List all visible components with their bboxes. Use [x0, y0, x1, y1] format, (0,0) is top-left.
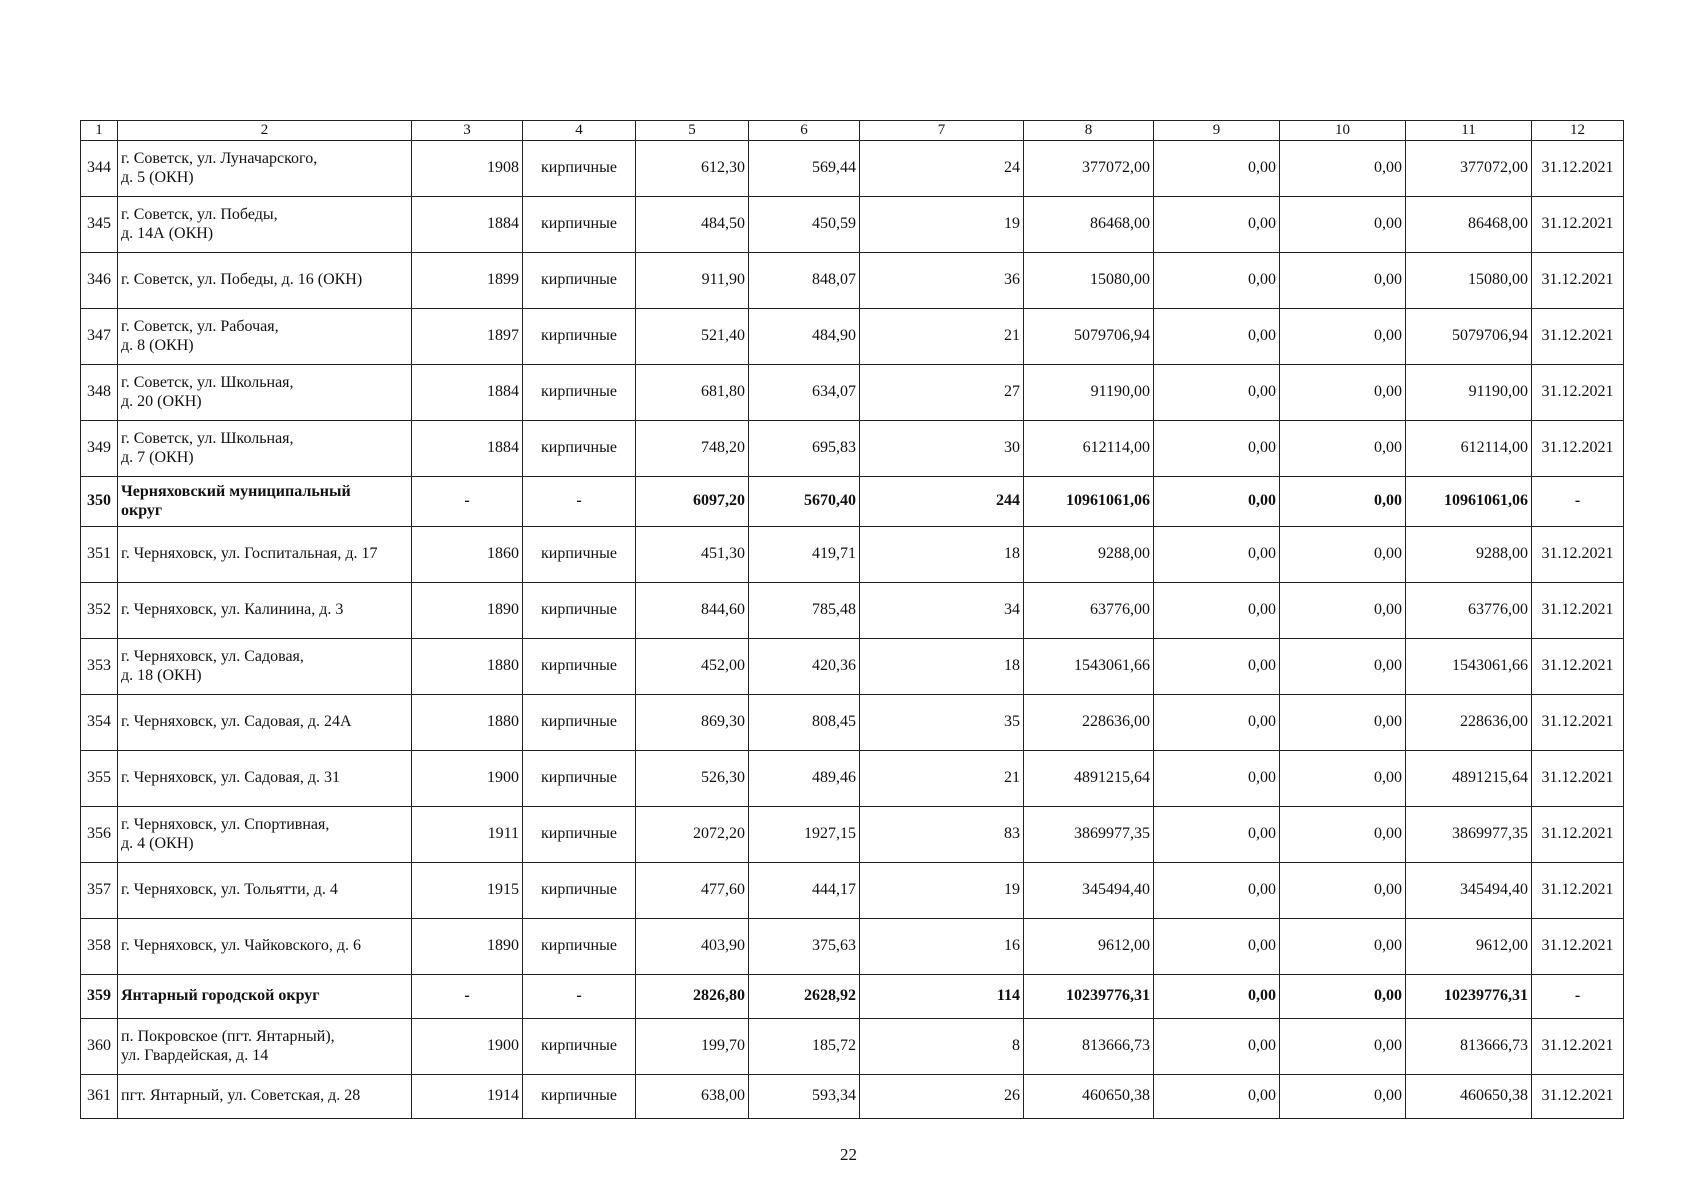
col12-cell: 31.12.2021 [1532, 1075, 1624, 1119]
col7-cell: 83 [860, 807, 1024, 863]
row-number: 360 [81, 1019, 118, 1075]
col6-cell: 808,45 [749, 695, 860, 751]
address-cell: г. Черняховск, ул. Чайковского, д. 6 [118, 919, 412, 975]
col5-cell: 2826,80 [636, 975, 749, 1019]
col10-cell: 0,00 [1280, 141, 1406, 197]
col5-cell: 681,80 [636, 365, 749, 421]
col8-cell: 612114,00 [1024, 421, 1154, 477]
row-number: 346 [81, 253, 118, 309]
col7-cell: 36 [860, 253, 1024, 309]
address-cell: г. Советск, ул. Луначарского, д. 5 (ОКН) [118, 141, 412, 197]
col8-cell: 813666,73 [1024, 1019, 1154, 1075]
column-header-2: 2 [118, 121, 412, 141]
col11-cell: 5079706,94 [1406, 309, 1532, 365]
wall-material-cell: кирпичные [523, 863, 636, 919]
wall-material-cell: кирпичные [523, 639, 636, 695]
col8-cell: 10961061,06 [1024, 477, 1154, 527]
wall-material-cell: кирпичные [523, 309, 636, 365]
table-row [81, 197, 1624, 253]
col7-cell: 34 [860, 583, 1024, 639]
col10-cell: 0,00 [1280, 863, 1406, 919]
col6-cell: 2628,92 [749, 975, 860, 1019]
col9-cell: 0,00 [1154, 477, 1280, 527]
col7-cell: 24 [860, 141, 1024, 197]
col10-cell: 0,00 [1280, 751, 1406, 807]
col5-cell: 638,00 [636, 1075, 749, 1119]
col11-cell: 612114,00 [1406, 421, 1532, 477]
wall-material-cell: - [523, 975, 636, 1019]
col11-cell: 377072,00 [1406, 141, 1532, 197]
col6-cell: 375,63 [749, 919, 860, 975]
col6-cell: 484,90 [749, 309, 860, 365]
address-cell: пгт. Янтарный, ул. Советская, д. 28 [118, 1075, 412, 1119]
col10-cell: 0,00 [1280, 309, 1406, 365]
col9-cell: 0,00 [1154, 527, 1280, 583]
wall-material-cell: кирпичные [523, 141, 636, 197]
col5-cell: 521,40 [636, 309, 749, 365]
col8-cell: 5079706,94 [1024, 309, 1154, 365]
col8-cell: 345494,40 [1024, 863, 1154, 919]
col6-cell: 185,72 [749, 1019, 860, 1075]
table-row [81, 807, 1624, 863]
col10-cell: 0,00 [1280, 975, 1406, 1019]
address-cell: г. Советск, ул. Школьная, д. 20 (ОКН) [118, 365, 412, 421]
year-cell: 1915 [412, 863, 523, 919]
row-number: 359 [81, 975, 118, 1019]
col12-cell: 31.12.2021 [1532, 583, 1624, 639]
col9-cell: 0,00 [1154, 421, 1280, 477]
col11-cell: 4891215,64 [1406, 751, 1532, 807]
column-header-5: 5 [636, 121, 749, 141]
row-number: 344 [81, 141, 118, 197]
col9-cell: 0,00 [1154, 583, 1280, 639]
wall-material-cell: кирпичные [523, 583, 636, 639]
col12-cell: 31.12.2021 [1532, 1019, 1624, 1075]
address-cell: г. Советск, ул. Рабочая, д. 8 (ОКН) [118, 309, 412, 365]
col7-cell: 30 [860, 421, 1024, 477]
year-cell: 1897 [412, 309, 523, 365]
year-cell: 1884 [412, 197, 523, 253]
year-cell: 1900 [412, 1019, 523, 1075]
col11-cell: 63776,00 [1406, 583, 1532, 639]
address-cell: г. Черняховск, ул. Спортивная, д. 4 (ОКН) [118, 807, 412, 863]
col8-cell: 1543061,66 [1024, 639, 1154, 695]
year-cell: 1899 [412, 253, 523, 309]
page-number: 22 [840, 1145, 857, 1164]
table-row [81, 1019, 1624, 1075]
wall-material-cell: кирпичные [523, 807, 636, 863]
column-header-1: 1 [81, 121, 118, 141]
year-cell: 1884 [412, 421, 523, 477]
col5-cell: 477,60 [636, 863, 749, 919]
col9-cell: 0,00 [1154, 975, 1280, 1019]
col9-cell: 0,00 [1154, 639, 1280, 695]
col12-cell: 31.12.2021 [1532, 919, 1624, 975]
col9-cell: 0,00 [1154, 365, 1280, 421]
col9-cell: 0,00 [1154, 751, 1280, 807]
address-cell: г. Черняховск, ул. Садовая, д. 24А [118, 695, 412, 751]
wall-material-cell: - [523, 477, 636, 527]
col8-cell: 10239776,31 [1024, 975, 1154, 1019]
col11-cell: 460650,38 [1406, 1075, 1532, 1119]
col5-cell: 199,70 [636, 1019, 749, 1075]
col9-cell: 0,00 [1154, 141, 1280, 197]
address-cell: п. Покровское (пгт. Янтарный), ул. Гвардейская, д. 14 [118, 1019, 412, 1075]
col12-cell: 31.12.2021 [1532, 863, 1624, 919]
wall-material-cell: кирпичные [523, 365, 636, 421]
address-cell: г. Черняховск, ул. Садовая, д. 18 (ОКН) [118, 639, 412, 695]
table-row [81, 141, 1624, 197]
table-row [81, 919, 1624, 975]
col11-cell: 10961061,06 [1406, 477, 1532, 527]
col11-cell: 1543061,66 [1406, 639, 1532, 695]
col10-cell: 0,00 [1280, 365, 1406, 421]
col11-cell: 86468,00 [1406, 197, 1532, 253]
year-cell: - [412, 477, 523, 527]
col9-cell: 0,00 [1154, 919, 1280, 975]
col6-cell: 848,07 [749, 253, 860, 309]
wall-material-cell: кирпичные [523, 919, 636, 975]
row-number: 357 [81, 863, 118, 919]
col12-cell: 31.12.2021 [1532, 365, 1624, 421]
col6-cell: 450,59 [749, 197, 860, 253]
col10-cell: 0,00 [1280, 197, 1406, 253]
col12-cell: 31.12.2021 [1532, 695, 1624, 751]
row-number: 355 [81, 751, 118, 807]
col5-cell: 612,30 [636, 141, 749, 197]
col11-cell: 228636,00 [1406, 695, 1532, 751]
col9-cell: 0,00 [1154, 253, 1280, 309]
col10-cell: 0,00 [1280, 1075, 1406, 1119]
row-number: 358 [81, 919, 118, 975]
wall-material-cell: кирпичные [523, 197, 636, 253]
col11-cell: 9288,00 [1406, 527, 1532, 583]
address-cell: г. Советск, ул. Победы, д. 16 (ОКН) [118, 253, 412, 309]
col11-cell: 15080,00 [1406, 253, 1532, 309]
col8-cell: 3869977,35 [1024, 807, 1154, 863]
wall-material-cell: кирпичные [523, 751, 636, 807]
col7-cell: 19 [860, 197, 1024, 253]
table-row [81, 253, 1624, 309]
table-row [81, 639, 1624, 695]
row-number: 354 [81, 695, 118, 751]
col8-cell: 4891215,64 [1024, 751, 1154, 807]
col7-cell: 21 [860, 751, 1024, 807]
column-header-6: 6 [749, 121, 860, 141]
col9-cell: 0,00 [1154, 863, 1280, 919]
col5-cell: 526,30 [636, 751, 749, 807]
col8-cell: 86468,00 [1024, 197, 1154, 253]
col6-cell: 5670,40 [749, 477, 860, 527]
col11-cell: 9612,00 [1406, 919, 1532, 975]
table-row [81, 751, 1624, 807]
col5-cell: 911,90 [636, 253, 749, 309]
row-number: 349 [81, 421, 118, 477]
col9-cell: 0,00 [1154, 1075, 1280, 1119]
col8-cell: 91190,00 [1024, 365, 1154, 421]
address-cell: г. Черняховск, ул. Тольятти, д. 4 [118, 863, 412, 919]
table-row [81, 1075, 1624, 1119]
row-number: 345 [81, 197, 118, 253]
address-cell: г. Черняховск, ул. Садовая, д. 31 [118, 751, 412, 807]
address-cell: г. Советск, ул. Школьная, д. 7 (ОКН) [118, 421, 412, 477]
column-header-7: 7 [860, 121, 1024, 141]
row-number: 361 [81, 1075, 118, 1119]
col5-cell: 403,90 [636, 919, 749, 975]
col9-cell: 0,00 [1154, 197, 1280, 253]
col11-cell: 91190,00 [1406, 365, 1532, 421]
col7-cell: 26 [860, 1075, 1024, 1119]
col8-cell: 9612,00 [1024, 919, 1154, 975]
col12-cell: 31.12.2021 [1532, 527, 1624, 583]
col5-cell: 451,30 [636, 527, 749, 583]
capital-repair-table [80, 120, 1624, 1119]
col8-cell: 63776,00 [1024, 583, 1154, 639]
col7-cell: 21 [860, 309, 1024, 365]
col10-cell: 0,00 [1280, 807, 1406, 863]
year-cell: 1890 [412, 583, 523, 639]
col9-cell: 0,00 [1154, 309, 1280, 365]
col10-cell: 0,00 [1280, 1019, 1406, 1075]
subtotal-row [81, 975, 1624, 1019]
wall-material-cell: кирпичные [523, 1075, 636, 1119]
row-number: 353 [81, 639, 118, 695]
col6-cell: 593,34 [749, 1075, 860, 1119]
col10-cell: 0,00 [1280, 639, 1406, 695]
col10-cell: 0,00 [1280, 695, 1406, 751]
col9-cell: 0,00 [1154, 807, 1280, 863]
year-cell: 1911 [412, 807, 523, 863]
col5-cell: 484,50 [636, 197, 749, 253]
col11-cell: 345494,40 [1406, 863, 1532, 919]
col6-cell: 1927,15 [749, 807, 860, 863]
wall-material-cell: кирпичные [523, 527, 636, 583]
col5-cell: 748,20 [636, 421, 749, 477]
col7-cell: 244 [860, 477, 1024, 527]
wall-material-cell: кирпичные [523, 253, 636, 309]
col12-cell: 31.12.2021 [1532, 639, 1624, 695]
col10-cell: 0,00 [1280, 583, 1406, 639]
wall-material-cell: кирпичные [523, 421, 636, 477]
col8-cell: 9288,00 [1024, 527, 1154, 583]
col6-cell: 420,36 [749, 639, 860, 695]
table-row [81, 309, 1624, 365]
col7-cell: 16 [860, 919, 1024, 975]
subtotal-row [81, 477, 1624, 527]
col6-cell: 634,07 [749, 365, 860, 421]
column-header-9: 9 [1154, 121, 1280, 141]
column-header-10: 10 [1280, 121, 1406, 141]
col6-cell: 489,46 [749, 751, 860, 807]
col12-cell: 31.12.2021 [1532, 421, 1624, 477]
column-header-8: 8 [1024, 121, 1154, 141]
year-cell: 1880 [412, 695, 523, 751]
col12-cell: 31.12.2021 [1532, 141, 1624, 197]
table-row [81, 527, 1624, 583]
table-row [81, 583, 1624, 639]
year-cell: 1914 [412, 1075, 523, 1119]
col6-cell: 695,83 [749, 421, 860, 477]
col7-cell: 18 [860, 527, 1024, 583]
address-cell: г. Советск, ул. Победы, д. 14А (ОКН) [118, 197, 412, 253]
address-cell: Черняховский муниципальный округ [118, 477, 412, 527]
address-cell: Янтарный городской округ [118, 975, 412, 1019]
col11-cell: 3869977,35 [1406, 807, 1532, 863]
col5-cell: 6097,20 [636, 477, 749, 527]
col12-cell: - [1532, 477, 1624, 527]
column-header-12: 12 [1532, 121, 1624, 141]
col6-cell: 419,71 [749, 527, 860, 583]
col7-cell: 35 [860, 695, 1024, 751]
col9-cell: 0,00 [1154, 695, 1280, 751]
col8-cell: 228636,00 [1024, 695, 1154, 751]
year-cell: 1890 [412, 919, 523, 975]
col12-cell: 31.12.2021 [1532, 807, 1624, 863]
table-row [81, 421, 1624, 477]
row-number: 351 [81, 527, 118, 583]
col5-cell: 2072,20 [636, 807, 749, 863]
col6-cell: 444,17 [749, 863, 860, 919]
table-row [81, 863, 1624, 919]
col12-cell: 31.12.2021 [1532, 197, 1624, 253]
row-number: 356 [81, 807, 118, 863]
row-number: 347 [81, 309, 118, 365]
year-cell: 1900 [412, 751, 523, 807]
col12-cell: 31.12.2021 [1532, 253, 1624, 309]
col7-cell: 27 [860, 365, 1024, 421]
address-cell: г. Черняховск, ул. Калинина, д. 3 [118, 583, 412, 639]
col5-cell: 844,60 [636, 583, 749, 639]
col7-cell: 18 [860, 639, 1024, 695]
col10-cell: 0,00 [1280, 919, 1406, 975]
wall-material-cell: кирпичные [523, 695, 636, 751]
table-row [81, 365, 1624, 421]
year-cell: 1908 [412, 141, 523, 197]
col12-cell: 31.12.2021 [1532, 751, 1624, 807]
col5-cell: 452,00 [636, 639, 749, 695]
col6-cell: 785,48 [749, 583, 860, 639]
year-cell: 1884 [412, 365, 523, 421]
col8-cell: 460650,38 [1024, 1075, 1154, 1119]
col6-cell: 569,44 [749, 141, 860, 197]
year-cell: - [412, 975, 523, 1019]
column-header-3: 3 [412, 121, 523, 141]
col12-cell: - [1532, 975, 1624, 1019]
col10-cell: 0,00 [1280, 527, 1406, 583]
col11-cell: 813666,73 [1406, 1019, 1532, 1075]
col8-cell: 15080,00 [1024, 253, 1154, 309]
address-cell: г. Черняховск, ул. Госпитальная, д. 17 [118, 527, 412, 583]
col10-cell: 0,00 [1280, 477, 1406, 527]
col7-cell: 114 [860, 975, 1024, 1019]
column-number-header [81, 121, 1624, 141]
col8-cell: 377072,00 [1024, 141, 1154, 197]
row-number: 348 [81, 365, 118, 421]
table-row [81, 695, 1624, 751]
year-cell: 1860 [412, 527, 523, 583]
table-body [81, 141, 1624, 1119]
col10-cell: 0,00 [1280, 421, 1406, 477]
col5-cell: 869,30 [636, 695, 749, 751]
col11-cell: 10239776,31 [1406, 975, 1532, 1019]
row-number: 352 [81, 583, 118, 639]
row-number: 350 [81, 477, 118, 527]
col7-cell: 8 [860, 1019, 1024, 1075]
year-cell: 1880 [412, 639, 523, 695]
col12-cell: 31.12.2021 [1532, 309, 1624, 365]
column-header-11: 11 [1406, 121, 1532, 141]
column-header-4: 4 [523, 121, 636, 141]
col9-cell: 0,00 [1154, 1019, 1280, 1075]
col10-cell: 0,00 [1280, 253, 1406, 309]
col7-cell: 19 [860, 863, 1024, 919]
wall-material-cell: кирпичные [523, 1019, 636, 1075]
